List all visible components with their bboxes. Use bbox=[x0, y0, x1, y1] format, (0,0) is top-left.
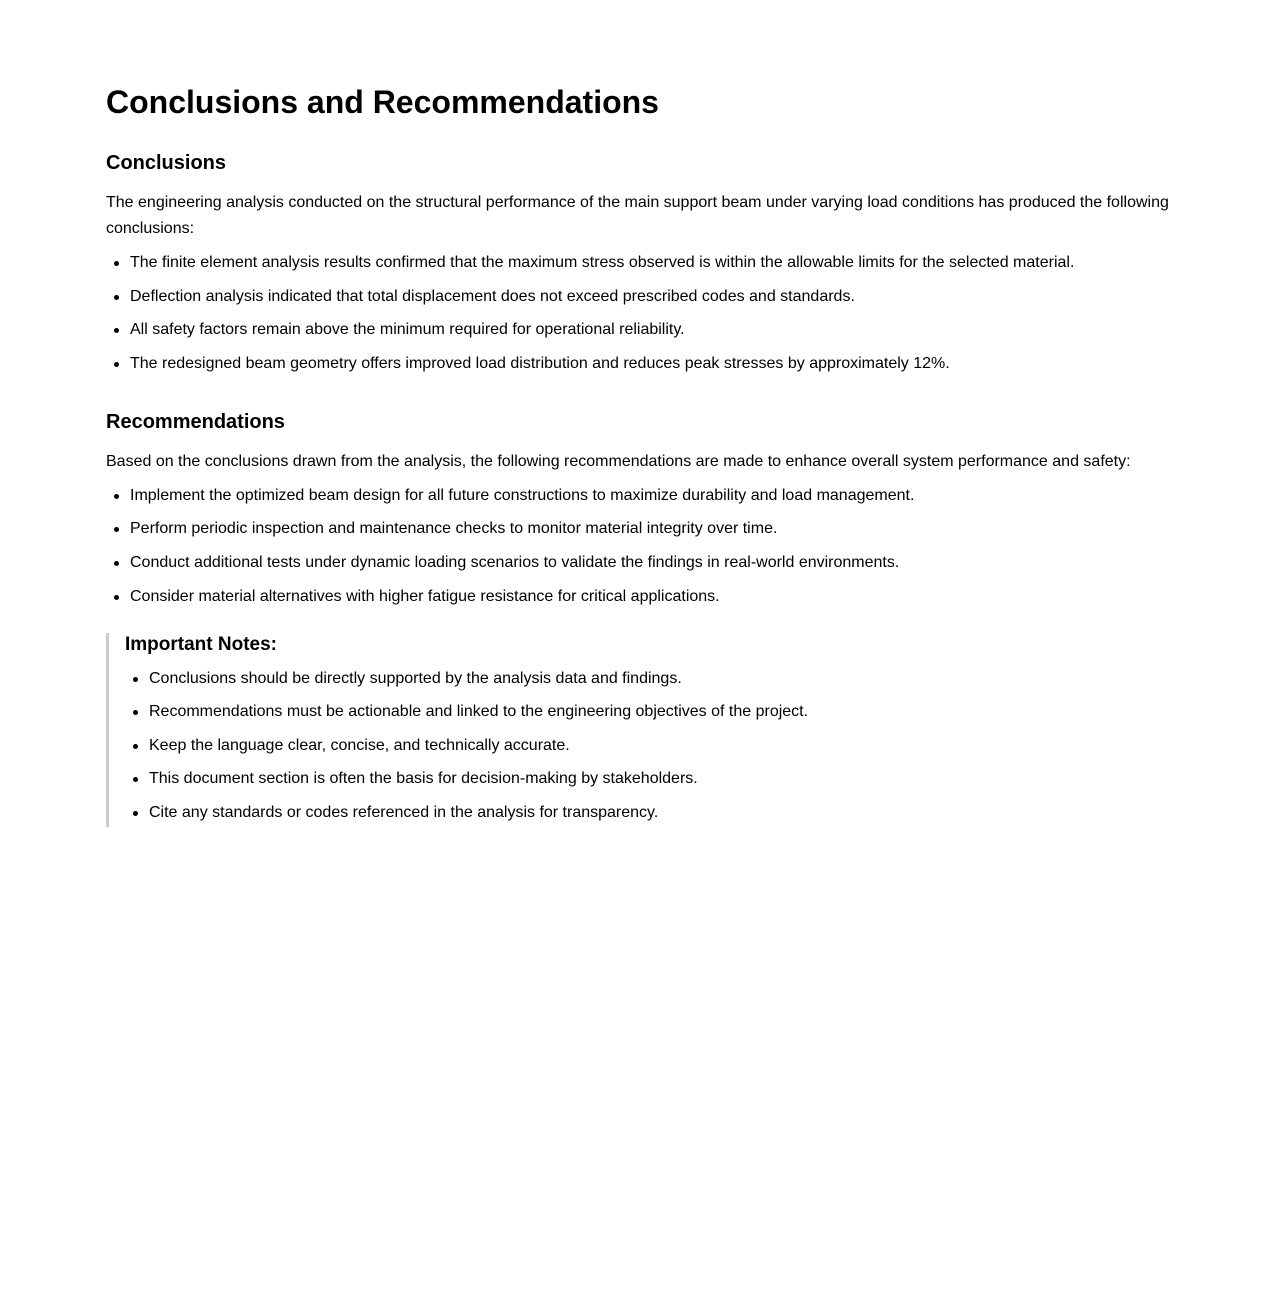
list-item: All safety factors remain above the minimum required for operational reliability. bbox=[130, 320, 1178, 340]
list-item: Perform periodic inspection and maintenance checks to monitor material integrity over time. bbox=[130, 519, 1178, 539]
list-item: Consider material alternatives with higher fatigue resistance for critical applications. bbox=[130, 587, 1178, 607]
list-item: Deflection analysis indicated that total displacement does not exceed prescribed codes and standards. bbox=[130, 287, 1178, 307]
conclusions-heading: Conclusions bbox=[106, 152, 227, 174]
list-item: The redesigned beam geometry offers improved load distribution and reduces peak stresses by approximately 12%. bbox=[130, 354, 1178, 374]
notes-heading: Important Notes: bbox=[125, 633, 277, 655]
recommendations-intro: Based on the conclusions drawn from the analysis, the following recommendations are made to enhance overall system performance and safety: bbox=[106, 452, 1131, 470]
conclusions-intro: The engineering analysis conducted on the structural performance of the main support beam under varying load conditions has produced the following conclusions: bbox=[106, 194, 1169, 237]
list-item: Keep the language clear, concise, and technically accurate. bbox=[149, 736, 1178, 756]
list-item: Conclusions should be directly supported by the analysis data and findings. bbox=[149, 669, 1178, 689]
recommendations-heading: Recommendations bbox=[106, 410, 285, 433]
conclusions-list bbox=[106, 253, 1178, 374]
list-item: Conduct additional tests under dynamic loading scenarios to validate the findings in real-world environments. bbox=[130, 553, 1178, 573]
list-item: Recommendations must be actionable and linked to the engineering objectives of the project. bbox=[149, 702, 1178, 722]
page-title: Conclusions and Recommendations bbox=[106, 84, 659, 120]
list-item: Cite any standards or codes referenced in the analysis for transparency. bbox=[149, 803, 1178, 827]
list-item: This document section is often the basis for decision-making by stakeholders. bbox=[149, 769, 1178, 789]
recommendations-list bbox=[106, 486, 1178, 607]
notes-list bbox=[125, 669, 1178, 827]
important-notes-callout bbox=[106, 633, 1178, 827]
list-item: The finite element analysis results confirmed that the maximum stress observed is within the allowable limits for the selected material. bbox=[130, 253, 1178, 273]
list-item: Implement the optimized beam design for all future constructions to maximize durability and load management. bbox=[130, 486, 1178, 506]
